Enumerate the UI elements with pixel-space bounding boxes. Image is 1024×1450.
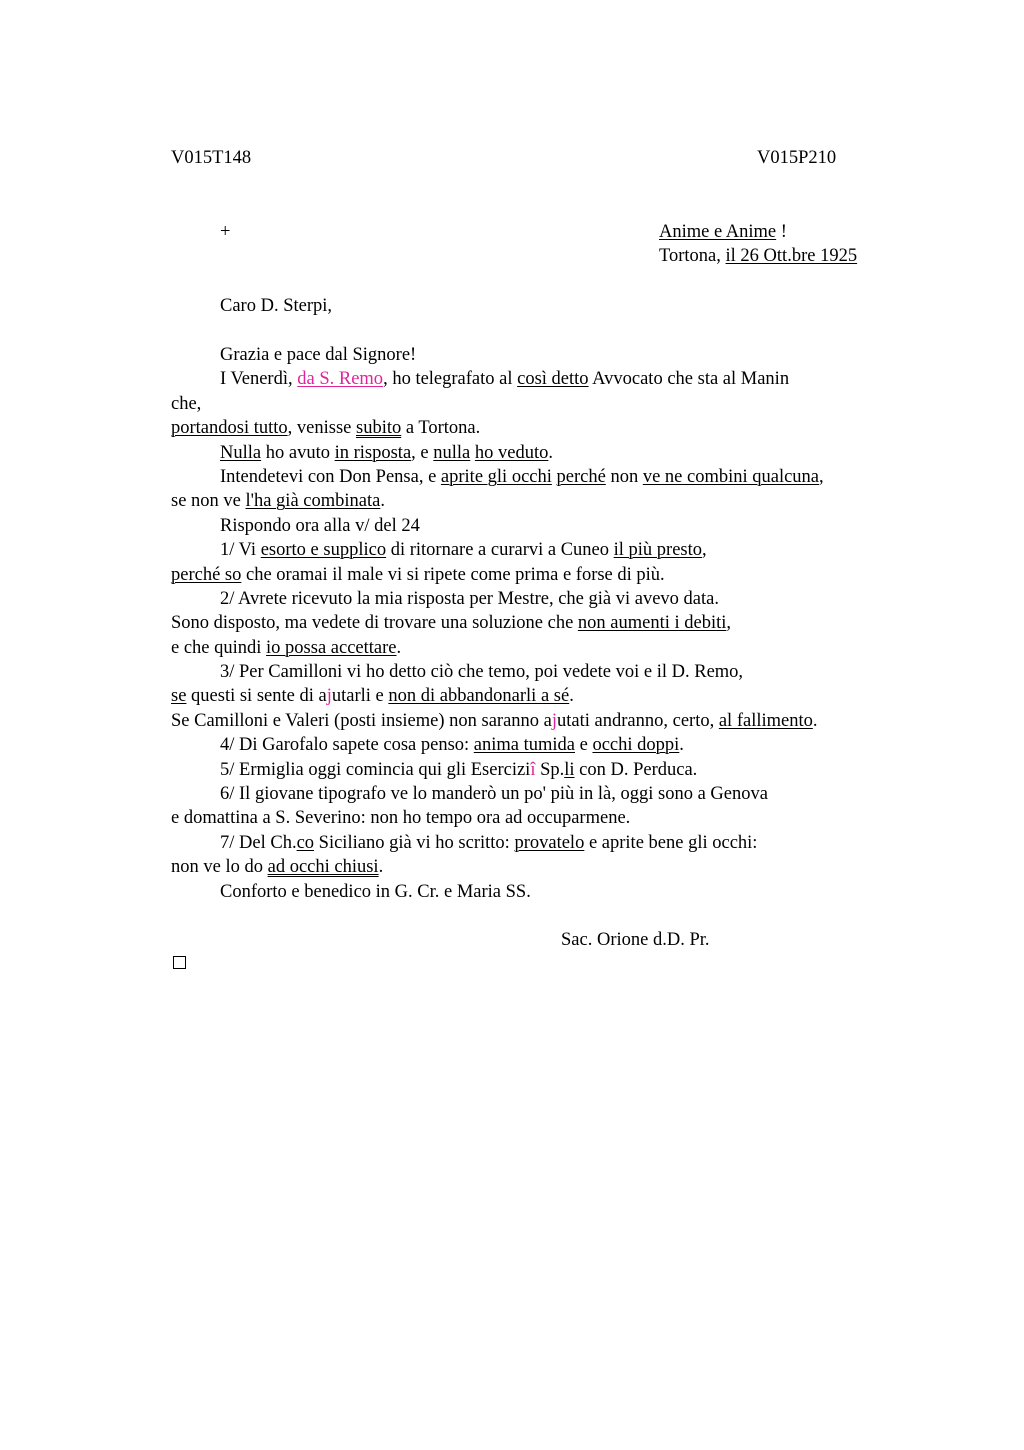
underlined-text: così detto	[517, 369, 589, 390]
text-run: .	[396, 637, 402, 658]
text-run: .	[569, 686, 574, 707]
text-run: .	[378, 857, 384, 878]
underlined-text: l'ha già combinata	[245, 491, 381, 512]
text-run: Sp.	[535, 759, 565, 780]
paragraph-line	[171, 611, 931, 635]
underlined-text: esorto e supplico	[260, 540, 387, 561]
text-run: ,	[819, 466, 824, 487]
text-run: .	[380, 491, 385, 512]
underlined-text: aprite gli occhi	[440, 466, 552, 487]
text-run: .	[679, 735, 684, 756]
highlighted-place: da S. Remo	[297, 369, 384, 390]
place: Tortona,	[659, 246, 726, 266]
underlined-text: io possa accettare	[266, 637, 397, 658]
highlighted-letter: j	[326, 686, 332, 707]
paragraph-line	[171, 441, 931, 465]
paragraph-line	[171, 709, 931, 733]
underlined-text: nulla	[433, 442, 471, 463]
highlighted-letter: î	[530, 759, 536, 780]
list-item-2: 2/ Avrete ricevuto la mia risposta per Mestre, che già vi avevo data.	[220, 588, 719, 609]
paragraph-line	[171, 392, 931, 416]
paragraph-line	[171, 636, 931, 660]
text-run: 7/ Del Ch.	[220, 832, 297, 853]
text-run: Avvocato che sta al Manin	[588, 369, 790, 390]
text-run: che oramai il male vi si ripete come prima e forse di più.	[241, 564, 665, 585]
text-run: non ve lo do	[171, 857, 268, 878]
place-date	[659, 244, 857, 268]
signature: Sac. Orione d.D. Pr.	[561, 930, 710, 950]
text-run: Intendetevi con Don Pensa, e	[220, 466, 441, 487]
paragraph-line: Rispondo ora alla v/ del 24	[220, 515, 420, 536]
text-run: e	[575, 735, 593, 756]
text-run: utarli e	[331, 686, 389, 707]
underlined-text: non aumenti i debiti	[577, 613, 727, 634]
paragraph-line	[171, 684, 931, 708]
text-run: a Tortona.	[401, 418, 481, 439]
underlined-text: in risposta	[334, 442, 412, 463]
letter-body	[171, 343, 931, 904]
paragraph-line	[171, 855, 931, 879]
double-underlined-text: ad occhi chiusi	[267, 857, 379, 878]
text-run: 5/ Ermiglia oggi comincia qui gli Esercizi	[220, 759, 531, 780]
text-run: Sono disposto, ma vedete di trovare una soluzione che	[171, 613, 578, 634]
underlined-text: il più presto	[613, 540, 703, 561]
list-item-1	[171, 538, 931, 562]
list-item-3: 3/ Per Camilloni vi ho detto ciò che temo, poi vedete voi e il D. Remo,	[220, 662, 744, 683]
text-run: , ho telegrafato al	[383, 369, 518, 390]
underlined-text: Nulla	[220, 442, 262, 463]
motto	[659, 220, 787, 244]
double-underlined-text: subito	[356, 418, 402, 439]
underlined-text: non di abbandonarli a sé	[388, 686, 570, 707]
paragraph-line	[171, 563, 931, 587]
underlined-text: portandosi tutto	[171, 418, 288, 439]
document-code-right: V015P210	[757, 148, 837, 168]
underlined-text: al fallimento	[718, 710, 813, 731]
paragraph-line	[171, 465, 931, 489]
date: il 26 Ott.bre 1925	[725, 246, 858, 266]
greeting: Grazia e pace dal Signore!	[220, 345, 417, 365]
checkbox-square-icon	[173, 956, 186, 969]
underlined-text: ve ne combini qualcuna	[642, 466, 820, 487]
list-item-5	[171, 758, 931, 782]
text-run: utati andranno, certo,	[557, 710, 719, 731]
underlined-text: perché so	[171, 564, 242, 585]
text-run: I Venerdì,	[220, 369, 298, 390]
underlined-text: provatelo	[514, 832, 585, 853]
underlined-text: se	[171, 686, 187, 707]
underlined-text: li	[564, 759, 575, 780]
underlined-text: occhi doppi	[592, 735, 680, 756]
text-run: .	[812, 710, 818, 731]
underlined-text: ho veduto	[474, 442, 549, 463]
underlined-text: co	[296, 832, 315, 853]
text-run: che,	[171, 393, 202, 414]
cross-symbol: +	[220, 222, 231, 242]
underlined-text: anima tumida	[473, 735, 575, 756]
text-run: , e	[411, 442, 434, 463]
text-run: ,	[702, 540, 707, 561]
text-run: 1/ Vi	[220, 540, 261, 561]
paragraph-line	[171, 489, 931, 513]
motto-exclamation: !	[776, 222, 787, 242]
text-run: se non ve	[171, 491, 246, 512]
text-run: questi si sente di a	[186, 686, 327, 707]
text-run: di ritornare a curarvi a Cuneo	[386, 540, 614, 561]
text-run: Siciliano già vi ho scritto:	[314, 832, 515, 853]
text-run: , venisse	[287, 418, 356, 439]
text-run: con D. Perduca.	[574, 759, 698, 780]
text-run: 4/ Di Garofalo sapete cosa penso:	[220, 735, 474, 756]
text-run: e che quindi	[171, 637, 267, 658]
text-run: ,	[726, 613, 732, 634]
motto-text: Anime e Anime	[659, 222, 777, 242]
closing: Conforto e benedico in G. Cr. e Maria SS.	[220, 881, 531, 902]
text-run: ho avuto	[261, 442, 335, 463]
list-item-4	[171, 733, 931, 757]
text-run: e aprite bene gli occhi:	[584, 832, 758, 853]
list-item-6: 6/ Il giovane tipografo ve lo manderò un po' più in là, oggi sono a Genova	[220, 784, 768, 805]
text-run: non	[605, 466, 643, 487]
paragraph-line	[171, 367, 931, 391]
list-item-7	[171, 831, 931, 855]
paragraph-line: e domattina a S. Severino: non ho tempo ora ad occuparmene.	[171, 808, 631, 829]
document-code-left: V015T148	[171, 148, 252, 168]
underlined-text: perché	[556, 466, 606, 487]
paragraph-line	[171, 416, 931, 440]
salutation: Caro D. Sterpi,	[220, 296, 333, 316]
text-run: .	[548, 442, 553, 463]
highlighted-letter: j	[551, 710, 558, 731]
text-run: Se Camilloni e Valeri (posti insieme) non saranno a	[171, 710, 552, 731]
